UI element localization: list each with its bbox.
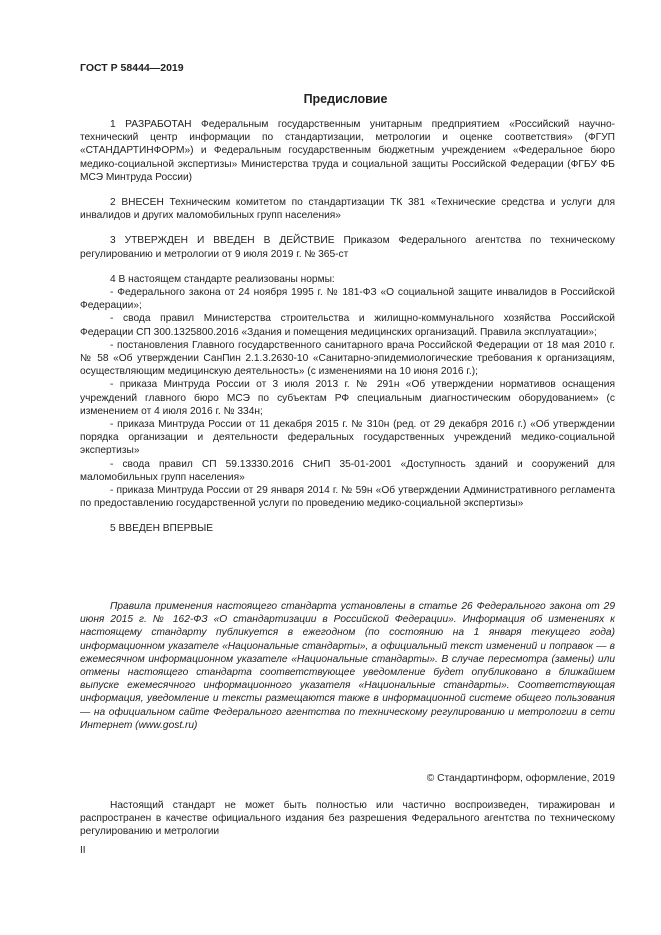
list-item: - постановления Главного государственного санитарного врача Российской Федерации от 18 мая 2010 г. № 58 «Об утверждении СанПин 2.1.3.2630-10 «Санитарно-эпидемиологические требования к организациям, осуществляющим медицинскую деятельность» (с изменениями на 10 июня 2016 г.);	[80, 339, 615, 378]
application-note: Правила применения настоящего стандарта установлены в статье 26 Федерального закона от 29 июня 2015 г. № 162-ФЗ «О стандартизации в Российской Федерации». Информация об изменениях к настоящему стандарту публикуется в ежегодном (по состоянию на 1 января текущего года) информационном указателе «Национальные стандарты», а официальный текст изменений и поправок — в ежемесячном информационном указателе «Национальные стандарты». В случае пересмотра (замены) или отмены настоящего стандарта соответствующее уведомление будет опубликовано в ближайшем выпуске ежемесячного информационного указателя «Национальные стандарты». Соответствующая информация, уведомление и тексты размещаются также в информационной системе общего пользования — на официальном сайте Федерального агентства по техническому регулированию и метрологии в сети Интернет (www.gost.ru)	[80, 601, 615, 731]
list-item: - свода правил СП 59.13330.2016 СНиП 35-01-2001 «Доступность зданий и сооружений для маломобильных групп населения»	[80, 458, 615, 483]
page-title: Предисловие	[303, 92, 388, 106]
section-5: 5 ВВЕДЕН ВПЕРВЫЕ	[110, 523, 214, 535]
list-item: - приказа Минтруда России от 3 июля 2013 г. № 291н «Об утверждении нормативов оснащения учреждений главного бюро МСЭ по субъектам РФ специальным диагностическим оборудованием» (с изменением от 4 июля 2016 г. № 334н;	[80, 379, 615, 417]
section-3: 3 УТВЕРЖДЕН И ВВЕДЕН В ДЕЙСТВИЕ Приказом Федерального агентства по техническому регулированию и метрологии от 9 июля 2019 г. № 365-ст	[80, 235, 615, 260]
list-item: - Федерального закона от 24 ноября 1995 г. № 181-ФЗ «О социальной защите инвалидов в Российской Федерации»;	[80, 287, 615, 312]
section-4-intro: 4 В настоящем стандарте реализованы нормы:	[110, 273, 335, 285]
rights-notice: Настоящий стандарт не может быть полностью или частично воспроизведен, тиражирован и распространен в качестве официального издания без разрешения Федерального агентства по техническому регулированию и метрологии	[80, 800, 615, 838]
foreword-body	[80, 118, 615, 536]
list-item: - приказа Минтруда России от 29 января 2014 г. № 59н «Об утверждении Административного регламента по предоставлению государственной услуги по проведению медико-социальной экспертизы»	[80, 485, 615, 510]
list-item: - приказа Минтруда России от 11 декабря 2015 г. № 310н (ред. от 29 декабря 2016 г.) «Об утверждении порядка организации и деятельности федеральных государственных учреждений медико-социальной экспертизы»	[80, 419, 615, 457]
section-1: 1 РАЗРАБОТАН Федеральным государственным унитарным предприятием «Российский научно-технический центр информации по стандартизации, метрологии и оценке соответствия» (ФГУП «СТАНДАРТИНФОРМ») и Федеральным государственным бюджетным учреждением «Федеральное бюро медико-социальной экспертизы» Министерства труда и социальной защиты Российской Федерации (ФГБУ ФБ МСЭ Минтруда России)	[80, 119, 615, 183]
standard-code: ГОСТ Р 58444—2019	[80, 62, 184, 74]
list-item: - свода правил Министерства строительства и жилищно-коммунального хозяйства Российской Федерации СП 300.1325800.2016 «Здания и помещения медицинских организаций. Правила эксплуатации»;	[80, 313, 615, 338]
section-2: 2 ВНЕСЕН Техническим комитетом по стандартизации ТК 381 «Технические средства и услуги для инвалидов и других маломобильных групп населения»	[80, 197, 615, 222]
page-number: II	[80, 845, 86, 856]
copyright: © Стандартинформ, оформление, 2019	[426, 773, 615, 784]
